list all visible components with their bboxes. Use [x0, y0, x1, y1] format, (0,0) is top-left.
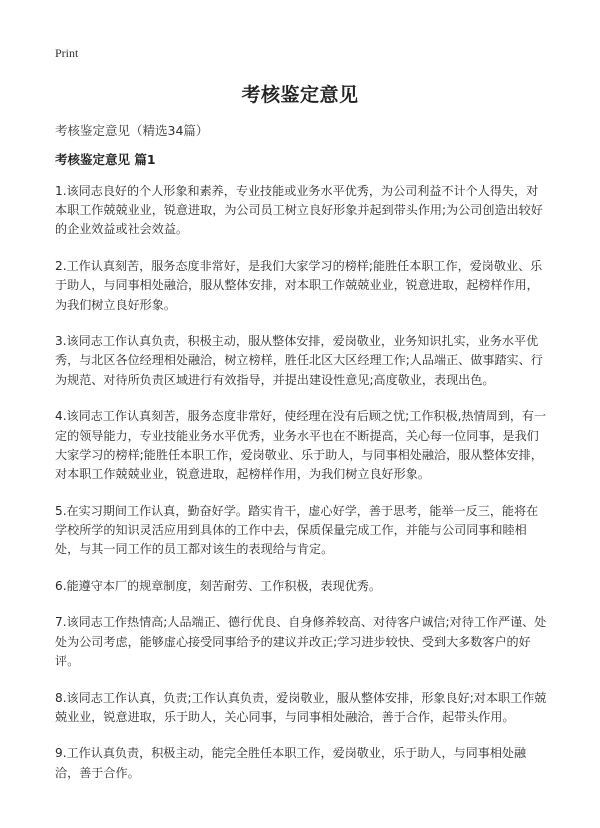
document-subtitle: 考核鉴定意见（精选34篇）	[55, 123, 209, 138]
paragraph-5: 5.在实习期间工作认真，勤奋好学。踏实肯干，虚心好学，善于思考，能举一反三，能将在学校所学的知识灵活应用到具体的工作中去，保质保量完成工作，并能与公司同事和睦相处，与其一同工作的员工都对该生的表现给与肯定。	[55, 503, 539, 557]
paragraph-1: 1.该同志良好的个人形象和素养，专业技能或业务水平优秀，为公司利益不计个人得失，对本职工作兢兢业业，锐意进取，为公司员工树立良好形象并起到带头作用;为公司创造出较好的企业效益或社会效益。	[55, 184, 543, 237]
print-link[interactable]: Print	[55, 46, 79, 60]
paragraph-7: 7.该同志工作热情高;人品端正、德行优良、自身修养较高、对待客户诚信;对待工作严谨、处处为公司考虑，能够虚心接受同事给予的建议并改正;学习进步较快、受到大多数客户的好评。	[55, 615, 547, 668]
paragraph-list	[55, 182, 550, 800]
paragraph-8: 8.该同志工作认真，负责;工作认真负责，爱岗敬业，服从整体安排，形象良好;对本职工作兢兢业业，锐意进取，乐于助人，关心同事，与同事相处融洽，善于合作，起带头作用。	[55, 690, 547, 724]
page-title: 考核鉴定意见	[241, 84, 359, 106]
paragraph-3: 3.该同志工作认真负责，积极主动，服从整体安排，爱岗敬业，业务知识扎实，业务水平优秀，与北区各位经理相处融洽，树立榜样，胜任北区大区经理工作;人品端正、做事踏实、行为规范、对待所负责区域进行有效指导，并提出建设性意见;高度敬业，表现出色。	[55, 334, 543, 387]
section-heading: 考核鉴定意见 篇1	[55, 152, 156, 167]
paragraph-9: 9.工作认真负责，积极主动，能完全胜任本职工作，爱岗敬业，乐于助人，与同事相处融洽，善于合作。	[55, 746, 527, 780]
paragraph-6: 6.能遵守本厂的规章制度，刻苦耐劳、工作积极，表现优秀。	[55, 578, 381, 593]
paragraph-4: 4.该同志工作认真刻苦，服务态度非常好，使经理在没有后顾之忧;工作积极,热情周到，有一定的领导能力，专业技能业务水平优秀，业务水平也在不断提高，关心每一位同事，是我们大家学习的榜样;能胜任本职工作，爱岗敬业、乐于助人，与同事相处融洽，服从整体安排，对本职工作兢兢业业，锐意进取，起榜样作用，为我们树立良好形象。	[55, 409, 547, 481]
paragraph-2: 2.工作认真刻苦，服务态度非常好，是我们大家学习的榜样;能胜任本职工作，爱岗敬业、乐于助人，与同事相处融洽，服从整体安排，对本职工作兢兢业业，锐意进取，起榜样作用，为我们树立良好形象。	[55, 259, 543, 312]
